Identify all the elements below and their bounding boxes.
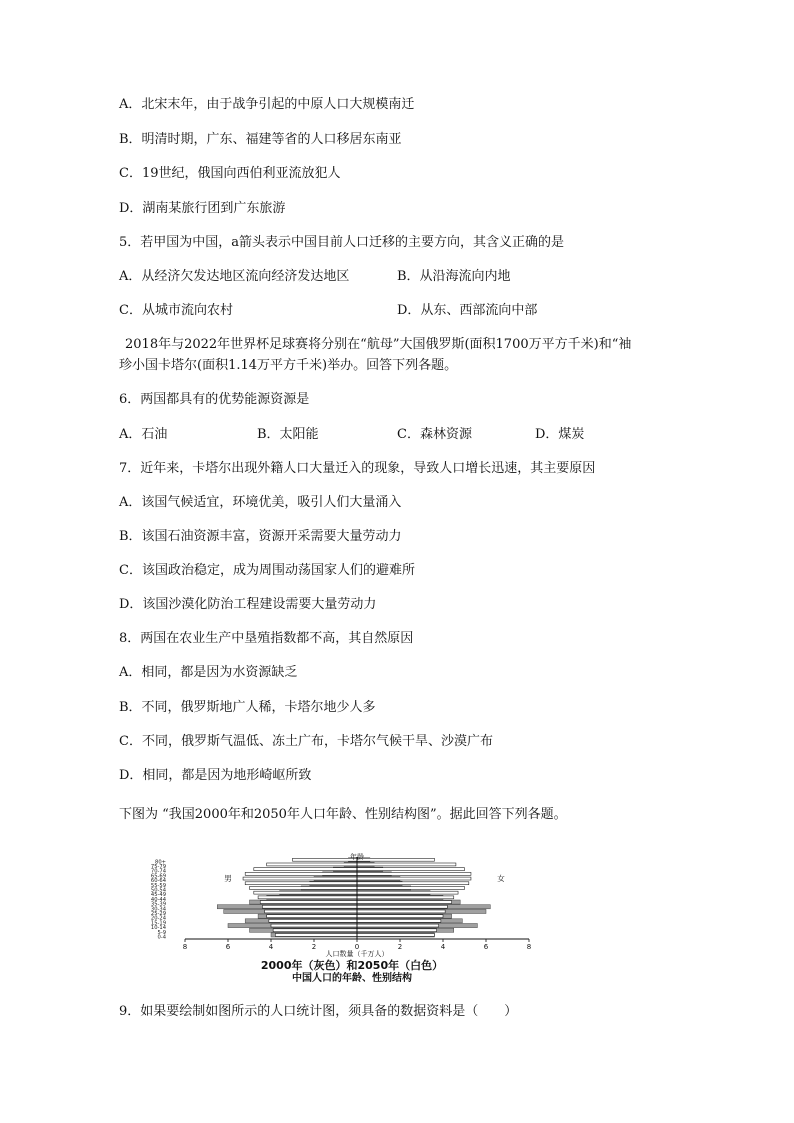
q8-option-c: C．不同，俄罗斯气温低、冻土广布，卡塔尔气候干旱、沙漠广布 xyxy=(119,734,493,749)
passage1-line1: 2018年与2022年世界杯足球赛将分别在“航母”大国俄罗斯(面积1700万平方千米)和“袖 xyxy=(125,337,632,352)
bar-2050-male xyxy=(250,887,358,890)
bar-2050-female xyxy=(357,887,465,890)
x-tick-label: 8 xyxy=(182,943,188,951)
x-tick-label: 4 xyxy=(268,943,274,951)
age-tick-label: 60-64 xyxy=(150,878,166,885)
bar-2050-female xyxy=(357,858,434,861)
q5-option-c: C．从城市流向农村 xyxy=(119,303,233,318)
bar-2050-female xyxy=(357,919,441,922)
q5-stem: 5．若甲国为中国，a箭头表示中国目前人口迁移的主要方向，其含义正确的是 xyxy=(119,235,565,250)
bar-2050-female xyxy=(357,910,445,913)
age-tick-label: 80+ xyxy=(155,859,166,866)
bar-2050-male xyxy=(271,924,357,927)
bar-2050-male xyxy=(254,868,357,871)
bar-2050-male xyxy=(262,905,357,908)
age-tick-label: 40-44 xyxy=(150,896,166,903)
q8-option-b: B．不同，俄罗斯地广人稀，卡塔尔地少人多 xyxy=(119,700,376,715)
age-tick-label: 75-79 xyxy=(150,864,166,870)
q7-option-b: B．该国石油资源丰富，资源开采需要大量劳动力 xyxy=(119,529,402,544)
bar-2050-male xyxy=(267,863,357,866)
age-tick-label: 0-4 xyxy=(157,934,166,941)
q6-option-a: A．石油 xyxy=(119,427,168,442)
bar-2050-male xyxy=(245,882,357,885)
age-tick-label: 10-14 xyxy=(150,925,166,932)
age-tick-label: 65-69 xyxy=(150,873,166,880)
passage1-line2: 珍小国卡塔尔(面积1.14万平方千米)举办。回答下列各题。 xyxy=(119,358,458,373)
age-tick-label: 70-74 xyxy=(150,868,166,875)
q4-option-c: C．19世纪，俄国向西伯利亚流放犯人 xyxy=(119,166,341,181)
x-tick-label: 4 xyxy=(440,943,446,951)
x-tick-label: 6 xyxy=(483,943,489,951)
q5-option-d: D．从东、西部流向中部 xyxy=(397,303,538,318)
age-tick-label: 45-49 xyxy=(150,892,166,899)
q5-option-a: A．从经济欠发达地区流向经济发达地区 xyxy=(119,269,350,284)
q6-option-b: B．太阳能 xyxy=(257,427,319,442)
q6-option-c: C．森林资源 xyxy=(397,427,472,442)
q7-stem: 7．近年来，卡塔尔出现外籍人口大量迁入的现象，导致人口增长迅速，其主要原因 xyxy=(119,461,596,476)
bar-2050-male xyxy=(293,858,358,861)
q9-stem: 9．如果要绘制如图所示的人口统计图，须具备的数据资料是（ ） xyxy=(119,1004,518,1019)
q4-option-b: B．明清时期，广东、福建等省的人口移居东南亚 xyxy=(119,132,402,147)
age-tick-label: 25-29 xyxy=(150,911,166,917)
bar-2050-female xyxy=(357,924,439,927)
age-tick-label: 20-24 xyxy=(150,915,166,922)
bar-2050-male xyxy=(245,872,357,875)
age-tick-label: 15-19 xyxy=(150,920,166,927)
bar-2050-male xyxy=(273,929,357,932)
bar-2050-male xyxy=(260,901,357,904)
q5-options-row1 xyxy=(119,268,539,286)
bar-2050-female xyxy=(357,877,471,880)
q7-option-a: A．该国气候适宜，环境优美，吸引人们大量涌入 xyxy=(119,495,402,510)
bar-2050-male xyxy=(243,877,357,880)
q8-option-d: D．相同，都是因为地形崎岖所致 xyxy=(119,768,312,783)
chart-title: 2000年（灰色）和2050年（白色） xyxy=(260,959,444,972)
bar-2050-female xyxy=(357,901,452,904)
x-tick-label: 6 xyxy=(225,943,231,951)
age-tick-label: 50-54 xyxy=(150,887,166,894)
x-tick-label: 0 xyxy=(354,943,360,951)
bar-2050-female xyxy=(357,929,437,932)
bar-2050-male xyxy=(269,919,357,922)
x-tick-label: 2 xyxy=(397,943,403,951)
q6-options-row xyxy=(119,426,619,444)
q8-stem: 8．两国在农业生产中垦殖指数都不高，其自然原因 xyxy=(119,631,414,646)
bar-2050-female xyxy=(357,915,443,918)
chart-subtitle: 中国人口的年龄、性别结构 xyxy=(292,973,412,984)
bar-2050-female xyxy=(357,891,458,894)
q6-stem: 6．两国都具有的优势能源资源是 xyxy=(119,392,310,407)
q7-option-c: C．该国政治稳定，成为周围动荡国家人们的避难所 xyxy=(119,563,415,578)
female-label: 女 xyxy=(497,874,505,883)
bar-2050-male xyxy=(258,896,357,899)
bar-2050-male xyxy=(254,891,357,894)
age-tick-label: 5-9 xyxy=(157,929,166,936)
bar-2050-female xyxy=(357,868,465,871)
q4-option-a: A．北宋末年，由于战争引起的中原人口大规模南迁 xyxy=(119,97,415,112)
q5-options-row2 xyxy=(119,302,539,320)
age-tick-label: 35-39 xyxy=(150,901,166,908)
q7-option-d: D．该国沙漠化防治工程建设需要大量劳动力 xyxy=(119,597,377,612)
x-tick-label: 8 xyxy=(526,943,532,951)
bar-2050-male xyxy=(275,934,357,937)
bar-2050-female xyxy=(357,872,471,875)
age-tick-label: 55-59 xyxy=(150,882,166,889)
male-label: 男 xyxy=(224,874,232,883)
age-tick-label: 30-34 xyxy=(150,906,166,913)
bar-2050-female xyxy=(357,882,469,885)
q4-option-d: D．湖南某旅行团到广东旅游 xyxy=(119,201,286,216)
x-tick-label: 2 xyxy=(311,943,317,951)
bar-2050-female xyxy=(357,896,454,899)
x-axis-title: 人口数量（千万人） xyxy=(325,950,389,958)
q5-option-b: B．从沿海流向内地 xyxy=(397,269,511,284)
bar-2050-female xyxy=(357,863,456,866)
bar-2050-male xyxy=(267,915,357,918)
age-axis-label: 年龄 xyxy=(350,853,364,861)
q6-option-d: D．煤炭 xyxy=(535,427,585,442)
population-pyramid-chart xyxy=(118,852,548,984)
bar-2050-female xyxy=(357,905,447,908)
passage2: 下图为 “我国2000年和2050年人口年龄、性别结构图”。据此回答下列各题。 xyxy=(119,807,567,822)
bar-2050-male xyxy=(265,910,357,913)
q8-option-a: A．相同，都是因为水资源缺乏 xyxy=(119,665,298,680)
bar-2050-female xyxy=(357,934,434,937)
